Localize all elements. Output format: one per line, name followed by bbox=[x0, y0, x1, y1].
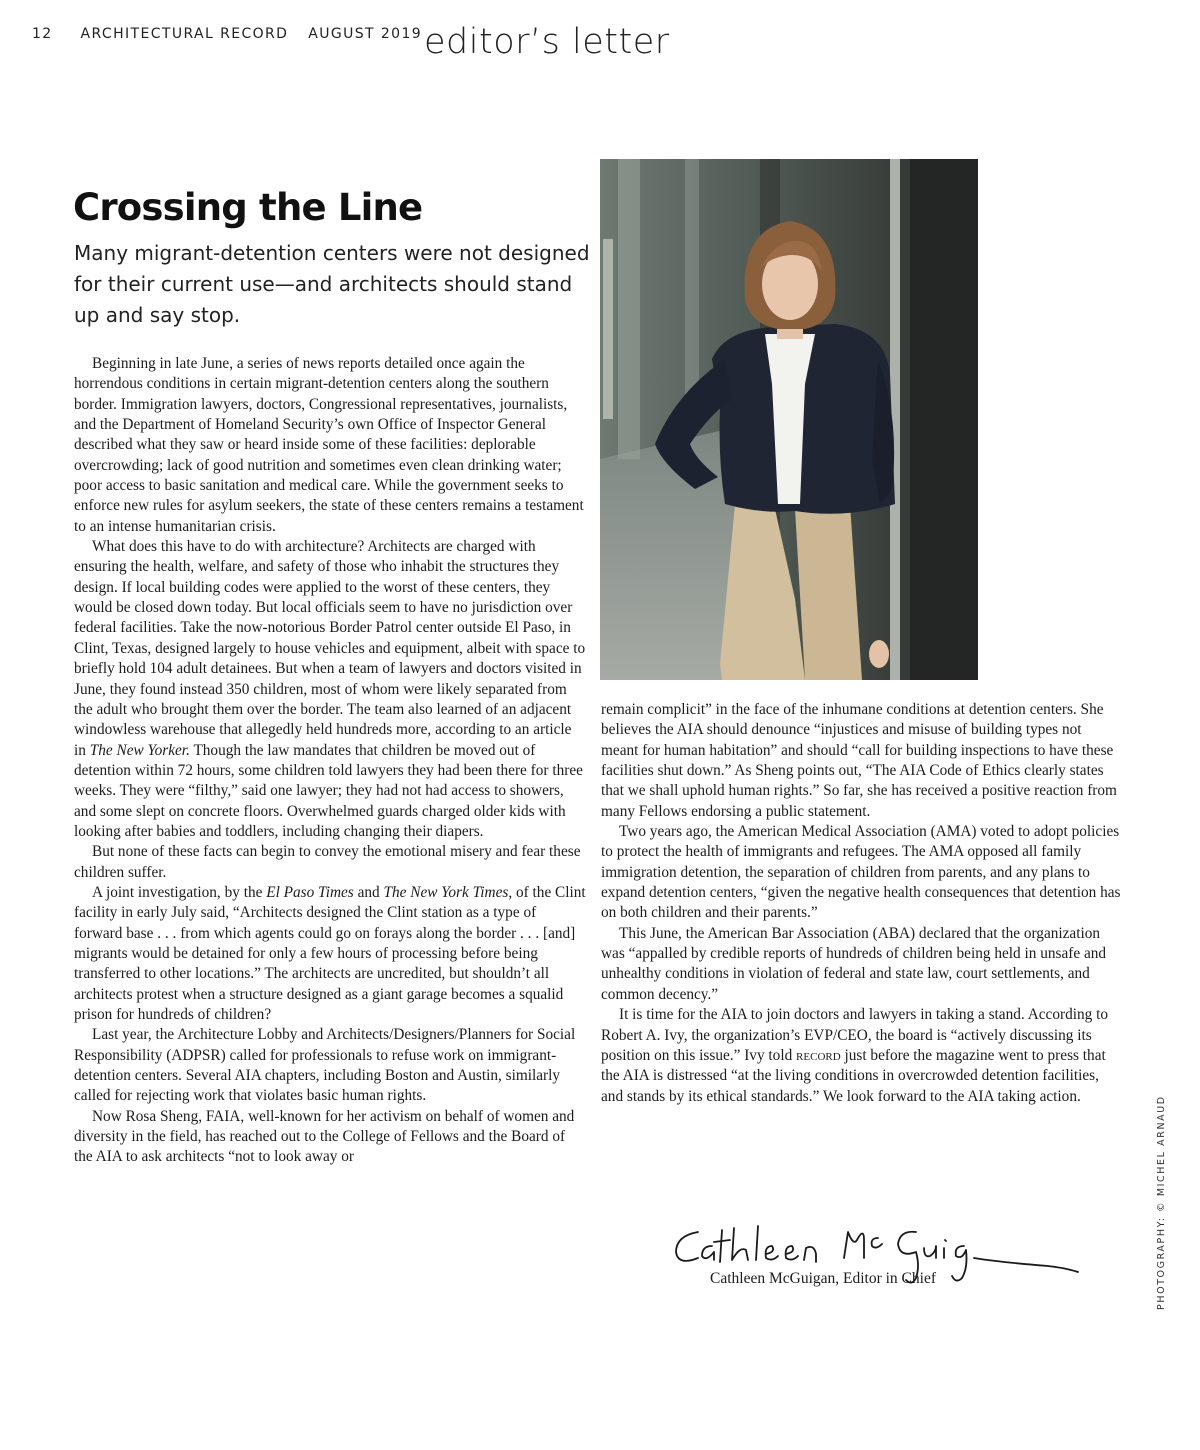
body-text: just before the magazine went to press that the AIA is distressed “at the living conditions in overcrowded detention facilities, and stands by its ethical standards.” We look forward to the AIA taking action. bbox=[601, 1046, 1106, 1105]
body-paragraph: But none of these facts can begin to convey the emotional misery and fear these children suffer. bbox=[74, 843, 581, 881]
issue-date: AUGUST 2019 bbox=[308, 26, 423, 42]
photo-credit: PHOTOGRAPHY: © MICHEL ARNAUD bbox=[1156, 1095, 1167, 1310]
body-paragraph: Now Rosa Sheng, FAIA, well-known for her activism on behalf of women and diversity in the field, has reached out to the College of Fellows and the Board of the AIA to ask architects “not to look away or bbox=[74, 1107, 575, 1166]
publication-title: El Paso Times bbox=[266, 883, 354, 901]
portrait-illustration bbox=[600, 159, 978, 680]
body-paragraph: This June, the American Bar Association (ABA) declared that the organization was “appalled by credible reports of hundreds of children being held in unsafe and unhealthy conditions in violation of federal and state law, court settlements, and common decency.” bbox=[601, 924, 1107, 1003]
article-deck: Many migrant-detention centers were not designed for their current use—and architects should stand up and say stop. bbox=[74, 241, 590, 327]
body-paragraph: Last year, the Architecture Lobby and Architects/Designers/Planners for Social Responsibility (ADPSR) called for professionals to refuse work on immigrant-detention centers. Several AIA chapters, including Boston and Austin, similarly called for rejecting work that violates basic human rights. bbox=[74, 1026, 576, 1105]
editor-portrait-photo bbox=[600, 159, 978, 680]
magazine-name: record bbox=[796, 1046, 841, 1064]
page-number: 12 bbox=[32, 26, 53, 42]
publication-title: The New Yorker. bbox=[89, 741, 190, 759]
body-paragraph bbox=[74, 883, 586, 1025]
body-text: It is time for the AIA to join doctors and lawyers in taking a stand. According to Robert A. Ivy, the organization’s EVP/CEO, the board is “actively discussing its position on this issue.” Ivy told bbox=[601, 1006, 1108, 1064]
body-paragraph: Beginning in late June, a series of news reports detailed once again the horrendous conditions in certain migrant-detention centers along the southern border. Immigration lawyers, doctors, Congressional representatives, journalists, and the Department of Homeland Security’s own Office of Inspector General described what they saw or heard inside some of these facilities: deplorable overcrowding; lack of good nutrition and sometimes even clean drinking water; poor access to basic sanitation and medical care. While the government seeks to enforce new rules for asylum seekers, the state of these centers remains a testament to an intense humanitarian crisis. bbox=[74, 355, 584, 535]
signature-name-line: Cathleen McGuigan, Editor in Chief bbox=[710, 1270, 936, 1287]
body-column-right bbox=[601, 700, 1121, 1107]
body-text: Though the law mandates that children be moved out of detention within 72 hours, some children told lawyers they had been there for three weeks. They were “filthy,” said one lawyer; they had not had access to showers, and some slept on concrete floors. Overwhelmed guards charged older kids with looking after babies and toddlers, including changing their diapers. bbox=[74, 741, 583, 840]
body-paragraph: remain complicit” in the face of the inhumane conditions at detention centers. She believes the AIA should denounce “injustices and misuse of building types not meant for human habitation” and should “call for building inspections to have these facilities shut down.” As Sheng points out, “The AIA Code of Ethics clearly states that we shall uphold human rights.” So far, she has received a positive reaction from many Fellows endorsing a public statement. bbox=[601, 701, 1117, 820]
article-headline: Crossing the Line bbox=[73, 186, 423, 229]
body-paragraph bbox=[601, 1005, 1121, 1107]
publication-title: The New York Times bbox=[383, 883, 509, 901]
body-paragraph bbox=[74, 537, 586, 842]
body-text: , of the Clint facility in early July said, “Architects designed the Clint station as a type of forward base . . . from which agents could go on forays along the border . . . [and] migrants would be detained for only a few hours of processing before being transferred to other locations.” The architects are uncredited, but shouldn’t all architects protest when a structure designed as a giant garage becomes a squalid prison for hundreds of children? bbox=[74, 883, 586, 1023]
body-paragraph: Two years ago, the American Medical Association (AMA) voted to adopt policies to protect the health of immigrants and refugees. The AMA opposed all family immigration detention, the separation of children from parents, and any plans to expand detention centers, “given the negative health consequences that detention has on both children and their parents.” bbox=[601, 823, 1121, 922]
section-label: editor’s letter bbox=[424, 22, 670, 62]
body-text: What does this have to do with architecture? Architects are charged with ensuring the health, welfare, and safety of those who inhabit the structures they design. If local building codes were applied to the worst of these centers, they would be closed down today. But local officials seem to have no jurisdiction over federal facilities. Take the now-notorious Border Patrol center outside El Paso, in Clint, Texas, designed largely to house vehicles and equipment, albeit with space to briefly hold 104 adult detainees. But when a team of lawyers and doctors visited in June, they found instead 350 children, most of whom were likely separated from the adult who brought them over the border. The team also learned of an adjacent windowless warehouse that allegedly held hundreds more, according to an article in bbox=[74, 538, 586, 759]
page-folio bbox=[32, 26, 436, 42]
body-column-left bbox=[74, 354, 586, 1168]
body-text: A joint investigation, by the bbox=[92, 883, 267, 901]
publication-name: ARCHITECTURAL RECORD bbox=[80, 26, 289, 42]
body-text: and bbox=[353, 883, 384, 901]
